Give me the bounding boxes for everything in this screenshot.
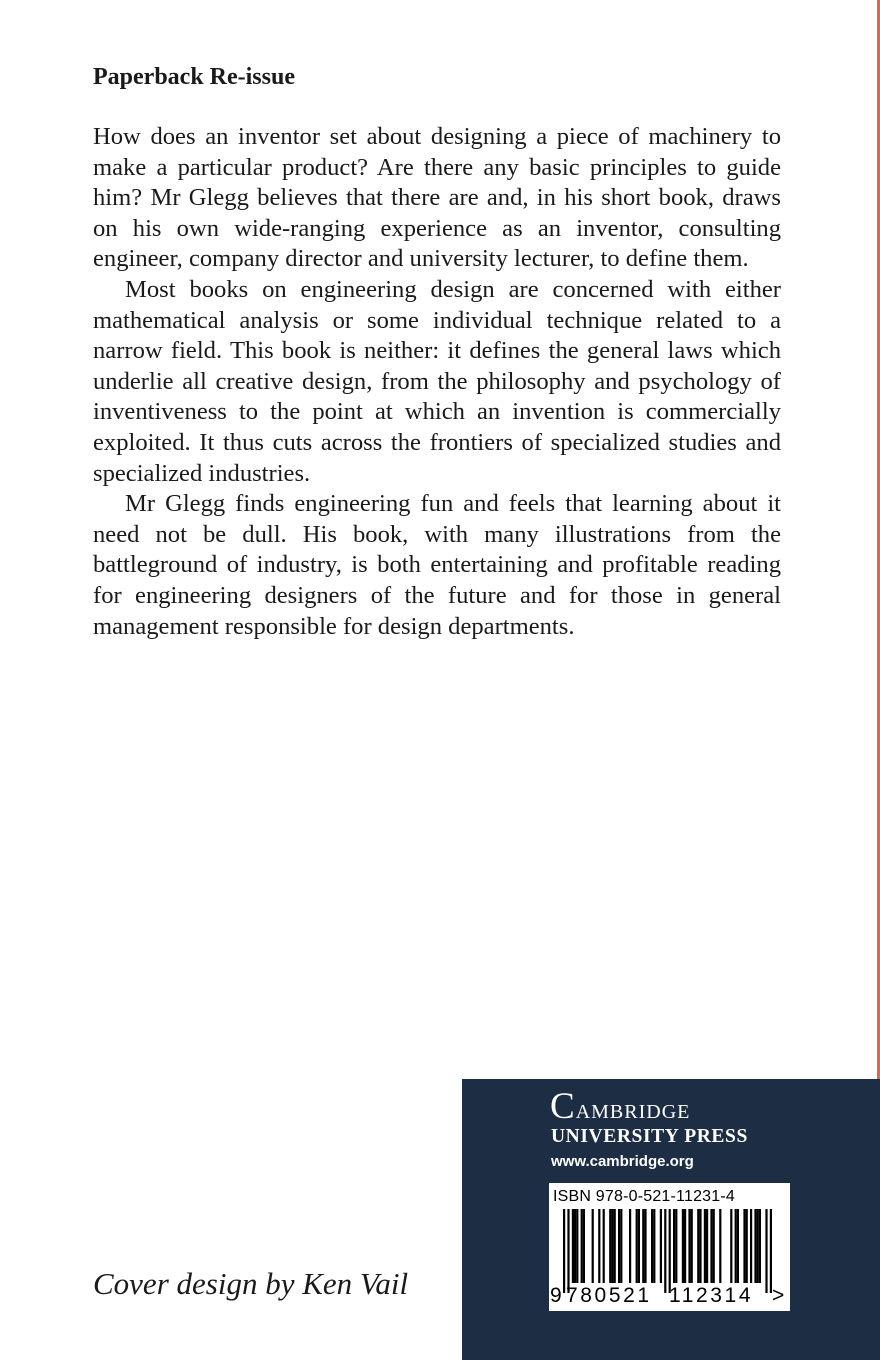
cover-design-credit: Cover design by Ken Vail — [93, 1266, 409, 1301]
edition-heading: Paperback Re-issue — [93, 64, 295, 90]
barcode-bar — [759, 1209, 761, 1283]
barcode-bar — [737, 1209, 739, 1283]
publisher-website: www.cambridge.org — [551, 1153, 694, 1170]
description-paragraph-1: How does an inventor set about designing a piece of machinery to make a particular product? Are there any basic principles to guide him? Mr Glegg believes that there are and, in his short book, draws on his own wide-ranging experience as an inventor, consulting engineer, company director and university lecturer, to define them. — [93, 123, 781, 273]
barcode-digits-right: 112314 — [669, 1284, 754, 1307]
isbn-label: ISBN 978-0-521-11231-4 — [553, 1188, 735, 1205]
description-paragraph-2: Most books on engineering design are concerned with either mathematical analysis or some individual technique related to a narrow field. This book is neither: it defines the general laws which underlie all creative design, from the philosophy and psychology of inventiveness to the point at which an invention is commercially exploited. It thus cuts across the frontiers of specialized studies and specialized industries. — [93, 275, 781, 487]
barcode-bar — [660, 1209, 662, 1283]
publisher-name-initial: C — [550, 1086, 576, 1127]
barcode-bar — [706, 1209, 708, 1283]
barcode-bar — [620, 1209, 622, 1283]
barcode-bar — [636, 1209, 638, 1283]
barcode-guard-bar — [664, 1209, 666, 1293]
barcode-bar — [673, 1209, 675, 1283]
barcode-guard-bar — [563, 1209, 565, 1293]
barcode-bar — [611, 1209, 613, 1283]
barcode-bar — [699, 1209, 701, 1283]
barcode-bar — [697, 1209, 699, 1283]
barcode-bar — [730, 1209, 732, 1283]
barcode-guard-bar — [765, 1209, 767, 1293]
barcode-bar — [750, 1209, 752, 1283]
barcode-bar — [638, 1209, 640, 1283]
barcode-bar — [719, 1209, 721, 1283]
publisher-block — [462, 1079, 880, 1360]
barcode-bar — [757, 1209, 759, 1283]
barcode-bar — [688, 1209, 690, 1283]
barcode-bar — [710, 1209, 712, 1283]
barcode-bar — [614, 1209, 616, 1283]
barcode-bar — [609, 1209, 611, 1283]
barcode-bar — [581, 1209, 583, 1283]
barcode-bar — [743, 1209, 745, 1283]
barcode-guard-bar — [669, 1209, 671, 1293]
barcode-bar — [644, 1209, 646, 1283]
barcode-quiet-zone-marker: > — [772, 1284, 785, 1307]
barcode-bar — [583, 1209, 585, 1283]
barcode-bar — [598, 1209, 600, 1283]
publisher-subtitle: UNIVERSITY PRESS — [551, 1126, 748, 1147]
barcode-guard-bar — [770, 1209, 772, 1293]
barcode-bar — [754, 1209, 756, 1283]
barcode-bar — [684, 1209, 686, 1283]
barcode-bar — [675, 1209, 677, 1283]
barcode-bar — [682, 1209, 684, 1283]
barcode-bar — [574, 1209, 576, 1283]
barcode-bar — [572, 1209, 574, 1283]
description-paragraph-3: Mr Glegg finds engineering fun and feels that learning about it need not be dull. His book, with many illustrations from the battleground of industry, is both entertaining and profitable reading for engineering designers of the future and for those in general management responsible for design departments. — [93, 490, 781, 640]
barcode-bar — [651, 1209, 653, 1283]
barcode-bar — [653, 1209, 655, 1283]
barcode-bar — [592, 1209, 594, 1283]
barcode-bar — [691, 1209, 693, 1283]
barcode-guard-bar — [567, 1209, 569, 1293]
publisher-name-rest: ambridge — [575, 1094, 691, 1125]
barcode-bar — [704, 1209, 706, 1283]
barcode-bar — [629, 1209, 631, 1283]
isbn-barcode — [549, 1183, 790, 1311]
barcode-digits — [549, 1283, 790, 1309]
publisher-logo-name — [550, 1087, 690, 1130]
barcode-digit-first: 9 — [550, 1284, 562, 1307]
barcode-bar — [735, 1209, 737, 1283]
book-description — [93, 122, 781, 642]
barcode-bar — [603, 1209, 605, 1283]
barcode-digits-left: 780521 — [566, 1284, 652, 1307]
barcode-bar — [746, 1209, 748, 1283]
barcode-bar — [576, 1209, 578, 1283]
barcode-bar — [642, 1209, 644, 1283]
barcode-bar — [713, 1209, 715, 1283]
barcode-bar — [618, 1209, 620, 1283]
